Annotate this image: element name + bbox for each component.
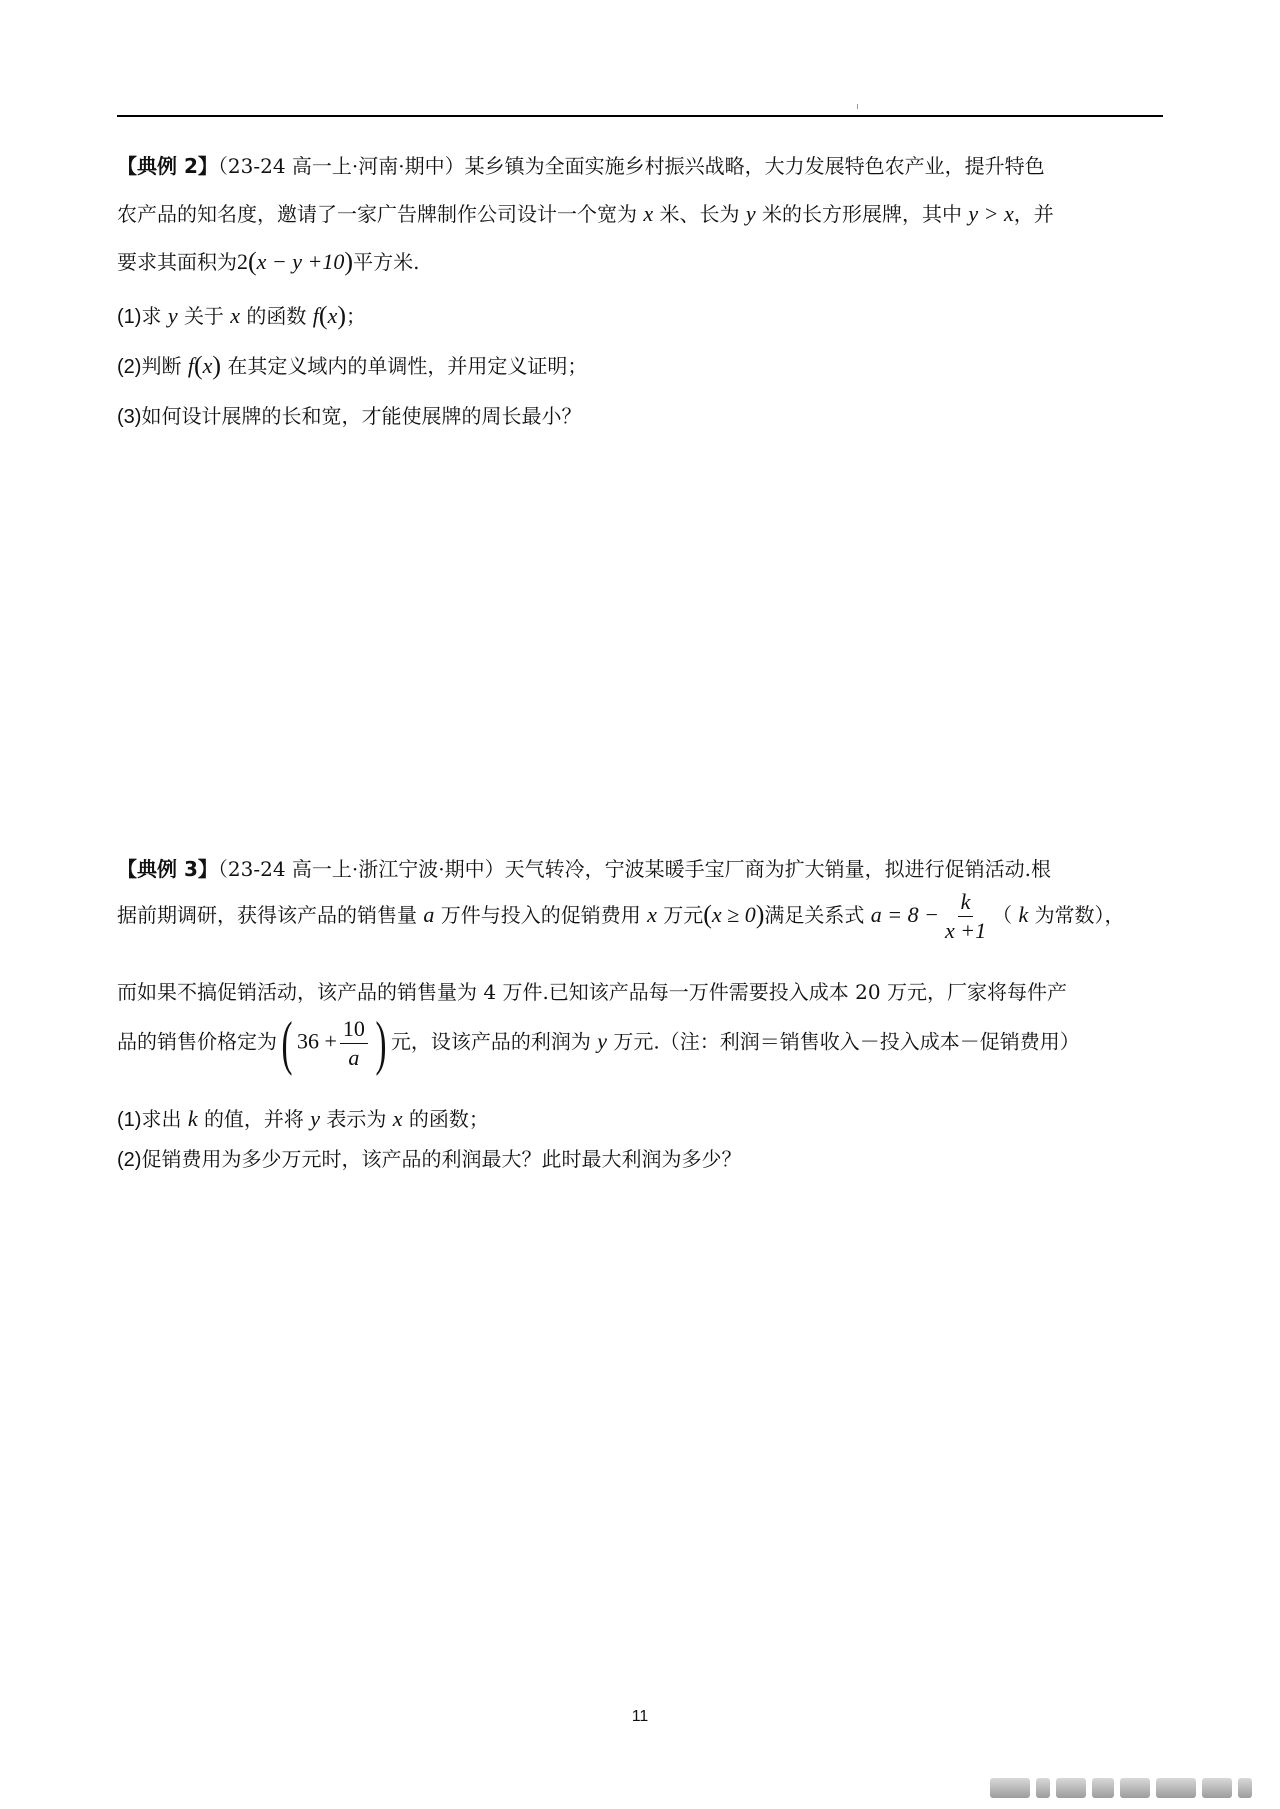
example-2-question-2: (2)判断 f(x) 在其定义域内的单调性，并用定义证明； (117, 351, 588, 380)
var-x: x (202, 353, 213, 378)
price-constant: 36 + (296, 1028, 337, 1054)
text: 关于 (183, 304, 224, 328)
text: 万件与投入的促销费用 (440, 903, 641, 927)
example-2-text-1: 某乡镇为全面实施乡村振兴战略，大力发展特色农产业，提升特色 (464, 154, 1045, 178)
denominator: x +1 (944, 918, 987, 943)
text: 的值，并将 (203, 1107, 304, 1131)
example-2-tag: 【典例 2】 (117, 154, 218, 178)
var-a: a (423, 902, 435, 927)
var-y: y (597, 1028, 608, 1054)
text: ； (346, 304, 367, 328)
var-x: x (327, 303, 338, 328)
coefficient: 2 (237, 249, 248, 274)
var-y: y (310, 1106, 321, 1131)
example-2-question-1: (1)求 y 关于 x 的函数 f(x)； (117, 301, 367, 330)
text: (1)求出 (117, 1109, 182, 1131)
example-3-question-1 (117, 1103, 489, 1132)
text: 万元 (663, 903, 704, 927)
example-3-line-1 (117, 853, 1051, 882)
scan-mark (857, 104, 858, 109)
var-k: k (187, 1106, 198, 1131)
text: 为常数）， (1034, 903, 1125, 927)
text: 万元.（注：利润＝销售收入－投入成本－促销费用） (613, 1029, 1080, 1054)
example-2-line-3: 要求其面积为2(x − y +10)平方米. (117, 247, 420, 276)
var-k: k (1018, 902, 1029, 927)
example-2-source: （23-24 高一上·河南·期中） (217, 154, 465, 178)
var-x: x (643, 201, 654, 226)
var-y: y (745, 201, 756, 226)
inequality: y > x (968, 201, 1014, 226)
text: 农产品的知名度，邀请了一家广告牌制作公司设计一个宽为 (117, 202, 637, 226)
text: （ (992, 903, 1013, 927)
text: 表示为 (326, 1107, 387, 1131)
example-3-question-2 (117, 1143, 741, 1172)
text: 满足关系式 (764, 903, 865, 927)
text: 元，设该产品的利润为 (390, 1029, 591, 1054)
text: 品的销售价格定为 (117, 1029, 277, 1054)
var-x: x (230, 303, 241, 328)
denominator: a (348, 1044, 360, 1070)
text: 而如果不搞促销活动，该产品的销售量为 4 万件.已知该产品每一万件需要投入成本 20 万元，厂家将每件产 (117, 980, 1067, 1004)
example-3-line-4: 品的销售价格定为( 36 + $\frac{10}{a}$ ) 元，设该产品的利润为 y 万元.（注：利润＝销售收入－投入成本－促销费用） (117, 1010, 1080, 1076)
example-3-tag: 【典例 3】 (117, 857, 218, 881)
text: 平方米. (353, 250, 420, 274)
example-2-line-2 (117, 198, 1054, 227)
fraction-k-over-x-plus-1 (942, 890, 989, 943)
text: 的函数 (246, 304, 307, 328)
numerator: k (958, 890, 974, 917)
text: 据前期调研，获得该产品的销售量 (117, 903, 417, 927)
text: 的函数； (408, 1107, 489, 1131)
condition: x ≥ 0 (711, 902, 756, 927)
example-3-line-2: 据前期调研，获得该产品的销售量 a 万件与投入的促销费用 x 万元(x ≥ 0)满足关系式 a = 8 − $\frac{k}{x +1}$ （ k 为常数）， (117, 889, 1125, 943)
example-3-text-1: 天气转冷，宁波某暖手宝厂商为扩大销量，拟进行促销活动.根 (504, 857, 1051, 881)
header-rule (117, 115, 1163, 117)
area-expression: x − y +10 (256, 249, 345, 274)
var-y: y (167, 303, 178, 328)
fraction-10-over-a (340, 1017, 368, 1070)
question-2-text: (2)促销费用为多少万元时，该产品的利润最大？此时最大利润为多少？ (117, 1149, 742, 1171)
text: 要求其面积为 (117, 250, 237, 274)
function-f: f (312, 303, 319, 328)
text: 在其定义域内的单调性，并用定义证明； (227, 354, 588, 378)
text: 米、长为 (659, 202, 740, 226)
text: (2)判断 (117, 356, 182, 378)
example-2-question-3 (117, 400, 581, 429)
watermark-bar (990, 1775, 1260, 1801)
function-f: f (187, 353, 194, 378)
text: (1)求 (117, 306, 162, 328)
formula-left: a = 8 − (870, 902, 939, 927)
example-2-line-1 (117, 150, 1045, 179)
example-3-line-3 (117, 976, 1067, 1005)
example-3-source: （23-24 高一上·浙江宁波·期中） (217, 857, 505, 881)
text: 米的长方形展牌，其中 (761, 202, 962, 226)
var-x: x (647, 902, 657, 927)
text: ，并 (1013, 202, 1054, 226)
page-number: 11 (631, 1708, 649, 1725)
var-x: x (392, 1106, 403, 1131)
numerator: 10 (340, 1017, 368, 1044)
question-3-text: (3)如何设计展牌的长和宽，才能使展牌的周长最小？ (117, 406, 582, 428)
